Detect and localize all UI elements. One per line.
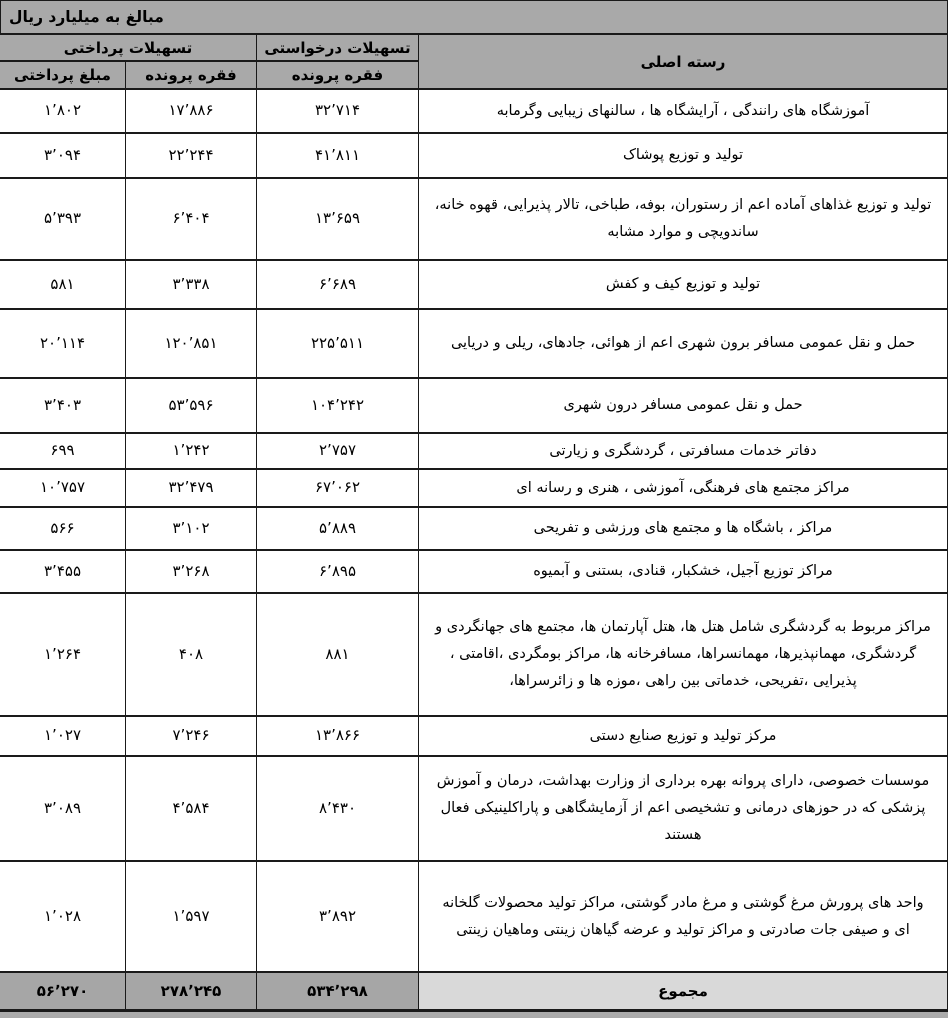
table-row xyxy=(0,260,948,309)
category-cell: تولید و توزیع کیف و کفش xyxy=(419,260,948,309)
paid-cases-cell: ۱٬۵۹۷ xyxy=(126,861,257,972)
category-cell: مراکز مجتمع های فرهنگی، آموزشی ، هنری و رسانه ای xyxy=(419,469,948,507)
requested-cases-cell: ۶٬۶۸۹ xyxy=(257,260,419,309)
requested-cases-cell: ۱۳٬۶۵۹ xyxy=(257,178,419,260)
total-paid-cases: ۲۷۸٬۲۴۵ xyxy=(126,972,257,1010)
requested-cases-cell: ۲۲۵٬۵۱۱ xyxy=(257,309,419,378)
paid-cases-cell: ۲۲٬۲۴۴ xyxy=(126,133,257,178)
table-row xyxy=(0,507,948,550)
requested-cases-cell: ۲٬۷۵۷ xyxy=(257,433,419,469)
table-row xyxy=(0,550,948,593)
col-header-paid-cases: فقره پرونده xyxy=(126,61,257,89)
total-label: مجموع xyxy=(419,972,948,1010)
paid-cases-cell: ۳۲٬۴۷۹ xyxy=(126,469,257,507)
category-cell: آموزشگاه های رانندگی ، آرایشگاه ها ، سالنهای زیبایی وگرمابه xyxy=(419,89,948,133)
paid-amount-cell: ۱۰٬۷۵۷ xyxy=(0,469,126,507)
total-requested-cases: ۵۳۴٬۲۹۸ xyxy=(257,972,419,1010)
requested-cases-cell: ۵٬۸۸۹ xyxy=(257,507,419,550)
table-footer xyxy=(0,972,948,1010)
category-cell: واحد های پرورش مرغ گوشتی و مرغ مادر گوشتی، مراکز تولید محصولات گلخانه ای و صیفی جات صادرتی و مراکز تولید و عرضه گیاهان زینتی وماهیان زینتی xyxy=(419,861,948,972)
paid-amount-cell: ۱٬۰۲۸ xyxy=(0,861,126,972)
table-row xyxy=(0,133,948,178)
requested-cases-cell: ۱۳٬۸۶۶ xyxy=(257,716,419,756)
col-header-requested-cases: فقره پرونده xyxy=(257,61,419,89)
table-row xyxy=(0,756,948,861)
requested-cases-cell: ۶۷٬۰۶۲ xyxy=(257,469,419,507)
paid-cases-cell: ۳٬۳۳۸ xyxy=(126,260,257,309)
paid-amount-cell: ۳٬۰۹۴ xyxy=(0,133,126,178)
category-cell: مراکز ، باشگاه ها و مجتمع های ورزشی و تفریحی xyxy=(419,507,948,550)
header-group-row xyxy=(0,34,948,61)
category-cell: مراکز مربوط به گردشگری شامل هتل ها، هتل آپارتمان ها، مجتمع های جهانگردی و گردشگری، مهمانپذیرها، مهمانسراها، مسافرخانه ها، مراکز بومگردی ،اقامتی ، پذیرایی ،تفریحی، خدماتی بین راهی ،موزه ها و زائرسراها، xyxy=(419,593,948,716)
category-cell: تولید و توزیع غذاهای آماده اعم از رستوران، بوفه، طباخی، تالار پذیرایی، قهوه خانه، ساندویچی و موارد مشابه xyxy=(419,178,948,260)
paid-cases-cell: ۳٬۲۶۸ xyxy=(126,550,257,593)
total-row xyxy=(0,972,948,1010)
paid-cases-cell: ۱۷٬۸۸۶ xyxy=(126,89,257,133)
paid-amount-cell: ۶۹۹ xyxy=(0,433,126,469)
table-row xyxy=(0,861,948,972)
col-header-category: رسته اصلی xyxy=(419,34,948,89)
paid-cases-cell: ۱۲۰٬۸۵۱ xyxy=(126,309,257,378)
paid-cases-cell: ۳٬۱۰۲ xyxy=(126,507,257,550)
paid-cases-cell: ۷٬۲۴۶ xyxy=(126,716,257,756)
category-cell: تولید و توزیع پوشاک xyxy=(419,133,948,178)
requested-cases-cell: ۶٬۸۹۵ xyxy=(257,550,419,593)
category-cell: حمل و نقل عمومی مسافر درون شهری xyxy=(419,378,948,433)
table-row xyxy=(0,593,948,716)
col-header-paid-amount: مبلغ پرداختی xyxy=(0,61,126,89)
category-cell: مراکز توزیع آجیل، خشکبار، قنادی، بستنی و آبمیوه xyxy=(419,550,948,593)
category-cell: حمل و نقل عمومی مسافر برون شهری اعم از هوائی، جادهای، ریلی و دریایی xyxy=(419,309,948,378)
category-cell: دفاتر خدمات مسافرتی ، گردشگری و زیارتی xyxy=(419,433,948,469)
table-row xyxy=(0,309,948,378)
table-row xyxy=(0,378,948,433)
category-cell: موسسات خصوصی، دارای پروانه بهره برداری از وزارت بهداشت، درمان و آموزش پزشکی که در حوزهای درمانی و تشخیصی اعم از آزمایشگاهی و پاراکلینیکی فعال هستند xyxy=(419,756,948,861)
paid-amount-cell: ۳٬۰۸۹ xyxy=(0,756,126,861)
paid-cases-cell: ۱٬۲۴۲ xyxy=(126,433,257,469)
facilities-table xyxy=(0,33,948,1011)
requested-cases-cell: ۱۰۴٬۲۴۲ xyxy=(257,378,419,433)
table-row xyxy=(0,178,948,260)
amounts-unit-note: مبالغ به میلیارد ریال xyxy=(9,8,164,26)
requested-cases-cell: ۴۱٬۸۱۱ xyxy=(257,133,419,178)
paid-amount-cell: ۲۰٬۱۱۴ xyxy=(0,309,126,378)
paid-cases-cell: ۴۰۸ xyxy=(126,593,257,716)
requested-cases-cell: ۸۸۱ xyxy=(257,593,419,716)
paid-cases-cell: ۵۳٬۵۹۶ xyxy=(126,378,257,433)
paid-amount-cell: ۵۸۱ xyxy=(0,260,126,309)
requested-cases-cell: ۳٬۸۹۲ xyxy=(257,861,419,972)
col-group-requested-facilities: تسهیلات درخواستی xyxy=(257,34,419,61)
table-row xyxy=(0,469,948,507)
paid-amount-cell: ۳٬۴۰۳ xyxy=(0,378,126,433)
paid-amount-cell: ۵۶۶ xyxy=(0,507,126,550)
table-row xyxy=(0,433,948,469)
paid-cases-cell: ۶٬۴۰۴ xyxy=(126,178,257,260)
table-row xyxy=(0,89,948,133)
paid-amount-cell: ۱٬۲۶۴ xyxy=(0,593,126,716)
paid-cases-cell: ۴٬۵۸۴ xyxy=(126,756,257,861)
paid-amount-cell: ۳٬۴۵۵ xyxy=(0,550,126,593)
table-header xyxy=(0,34,948,89)
table-title-bar xyxy=(0,0,948,33)
requested-cases-cell: ۸٬۴۳۰ xyxy=(257,756,419,861)
paid-amount-cell: ۱٬۰۲۷ xyxy=(0,716,126,756)
bottom-edge-strip xyxy=(0,1011,948,1018)
table-row xyxy=(0,716,948,756)
table-body xyxy=(0,89,948,972)
total-paid-amount: ۵۶٬۲۷۰ xyxy=(0,972,126,1010)
paid-amount-cell: ۱٬۸۰۲ xyxy=(0,89,126,133)
category-cell: مرکز تولید و توزیع صنایع دستی xyxy=(419,716,948,756)
requested-cases-cell: ۳۲٬۷۱۴ xyxy=(257,89,419,133)
paid-amount-cell: ۵٬۳۹۳ xyxy=(0,178,126,260)
col-group-paid-facilities: تسهیلات پرداختی xyxy=(0,34,257,61)
